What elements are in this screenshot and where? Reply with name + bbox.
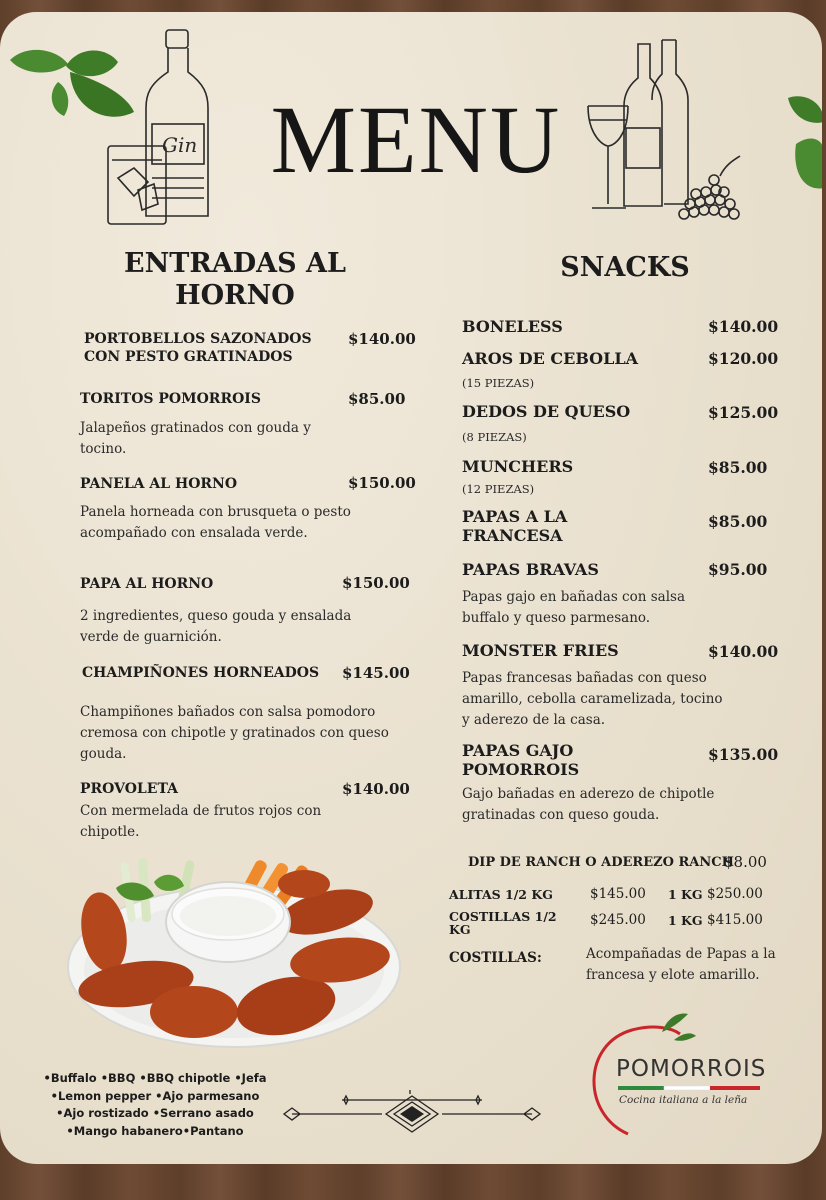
costillas-name: COSTILLAS: bbox=[449, 950, 542, 966]
entrada-name: PROVOLETA bbox=[80, 781, 178, 797]
snack-name: PAPAS A LA FRANCESA bbox=[462, 507, 568, 545]
snack-name: AROS DE CEBOLLA bbox=[462, 349, 639, 368]
snack-price: $120.00 bbox=[708, 349, 779, 368]
entrada-name: PORTOBELLOS SAZONADOS CON PESTO GRATINADOS bbox=[84, 331, 312, 365]
costillas-half-price: $245.00 bbox=[590, 912, 646, 928]
entrada-price: $140.00 bbox=[348, 330, 416, 348]
entrada-name: PANELA AL HORNO bbox=[80, 476, 238, 492]
ornament-divider-icon bbox=[282, 1090, 542, 1134]
costillas-kg-label: 1 KG bbox=[668, 913, 703, 928]
alitas-kg-price: $250.00 bbox=[707, 886, 763, 902]
snack-name: PAPAS GAJO POMORROIS bbox=[462, 741, 580, 779]
snack-name: MUNCHERS bbox=[462, 457, 574, 476]
snack-desc: Papas francesas bañadas con queso amarillo, cebolla caramelizada, tocino y aderezo de la casa. bbox=[462, 670, 723, 728]
snack-price: $135.00 bbox=[708, 745, 779, 764]
entrada-price: $140.00 bbox=[342, 780, 410, 798]
entradas-title: ENTRADAS AL HORNO bbox=[124, 248, 346, 311]
menu-card bbox=[0, 12, 822, 1164]
snack-price: $140.00 bbox=[708, 317, 779, 336]
snack-price: $85.00 bbox=[708, 512, 768, 531]
costillas-kg-price: $415.00 bbox=[707, 912, 763, 928]
logo-name: POMORROIS bbox=[616, 1056, 767, 1082]
snack-desc: Gajo bañadas en aderezo de chipotle gratinadas con queso gouda. bbox=[462, 786, 715, 823]
alitas-name: ALITAS 1/2 KG bbox=[449, 887, 553, 902]
snack-name: BONELESS bbox=[462, 317, 563, 336]
costillas-price-name: COSTILLAS 1/2 KG bbox=[449, 909, 557, 937]
entrada-desc: Con mermelada de frutos rojos con chipotle. bbox=[80, 803, 322, 840]
snack-price: $85.00 bbox=[708, 458, 768, 477]
alitas-half-price: $145.00 bbox=[590, 886, 646, 902]
basil-leaf-icon bbox=[784, 92, 822, 212]
entrada-price: $145.00 bbox=[342, 664, 410, 682]
snack-note: (12 PIEZAS) bbox=[462, 482, 535, 496]
entrada-name: PAPA AL HORNO bbox=[80, 576, 214, 592]
entrada-price: $85.00 bbox=[348, 390, 406, 408]
snack-desc: Papas gajo en bañadas con salsa buffalo y queso parmesano. bbox=[462, 589, 685, 626]
menu-title: MENU bbox=[270, 86, 562, 193]
snack-price: $95.00 bbox=[708, 560, 768, 579]
entrada-name: CHAMPIÑONES HORNEADOS bbox=[82, 665, 320, 681]
dip-name: DIP DE RANCH O ADEREZO RANCH bbox=[468, 855, 734, 870]
wing-flavors: •Buffalo •BBQ •BBQ chipotle •Jefa •Lemon pepper •Ajo parmesano •Ajo rostizado •Serrano asado •Mango habanero•Pantano bbox=[43, 1071, 267, 1138]
snack-price: $140.00 bbox=[708, 642, 779, 661]
entrada-price: $150.00 bbox=[342, 574, 410, 592]
snack-name: MONSTER FRIES bbox=[462, 641, 619, 660]
dip-price: $8.00 bbox=[724, 853, 767, 871]
gin-bottle-icon bbox=[104, 28, 214, 228]
entrada-desc: Jalapeños gratinados con gouda y tocino. bbox=[80, 420, 311, 457]
entrada-desc: 2 ingredientes, queso gouda y ensalada verde de guarnición. bbox=[80, 608, 352, 645]
entrada-price: $150.00 bbox=[348, 474, 416, 492]
snacks-title: SNACKS bbox=[560, 252, 690, 283]
logo-tagline: Cocina italiana a la leña bbox=[619, 1094, 748, 1106]
entrada-name: TORITOS POMORROIS bbox=[80, 391, 261, 407]
alitas-kg-label: 1 KG bbox=[668, 887, 703, 902]
wine-bottle-icon bbox=[584, 36, 764, 228]
entrada-desc: Champiñones bañados con salsa pomodoro cremosa con chipotle y gratinados con queso gouda. bbox=[80, 704, 389, 762]
wings-plate-image bbox=[64, 852, 404, 1052]
snack-price: $125.00 bbox=[708, 403, 779, 422]
snack-name: DEDOS DE QUESO bbox=[462, 402, 631, 421]
entrada-desc: Panela horneada con brusqueta o pesto acompañado con ensalada verde. bbox=[80, 504, 351, 541]
costillas-desc: Acompañadas de Papas a la francesa y elote amarillo. bbox=[586, 946, 776, 983]
snack-name: PAPAS BRAVAS bbox=[462, 560, 599, 579]
snack-note: (8 PIEZAS) bbox=[462, 430, 527, 444]
svg-text:Gin: Gin bbox=[162, 133, 198, 157]
snack-note: (15 PIEZAS) bbox=[462, 376, 535, 390]
